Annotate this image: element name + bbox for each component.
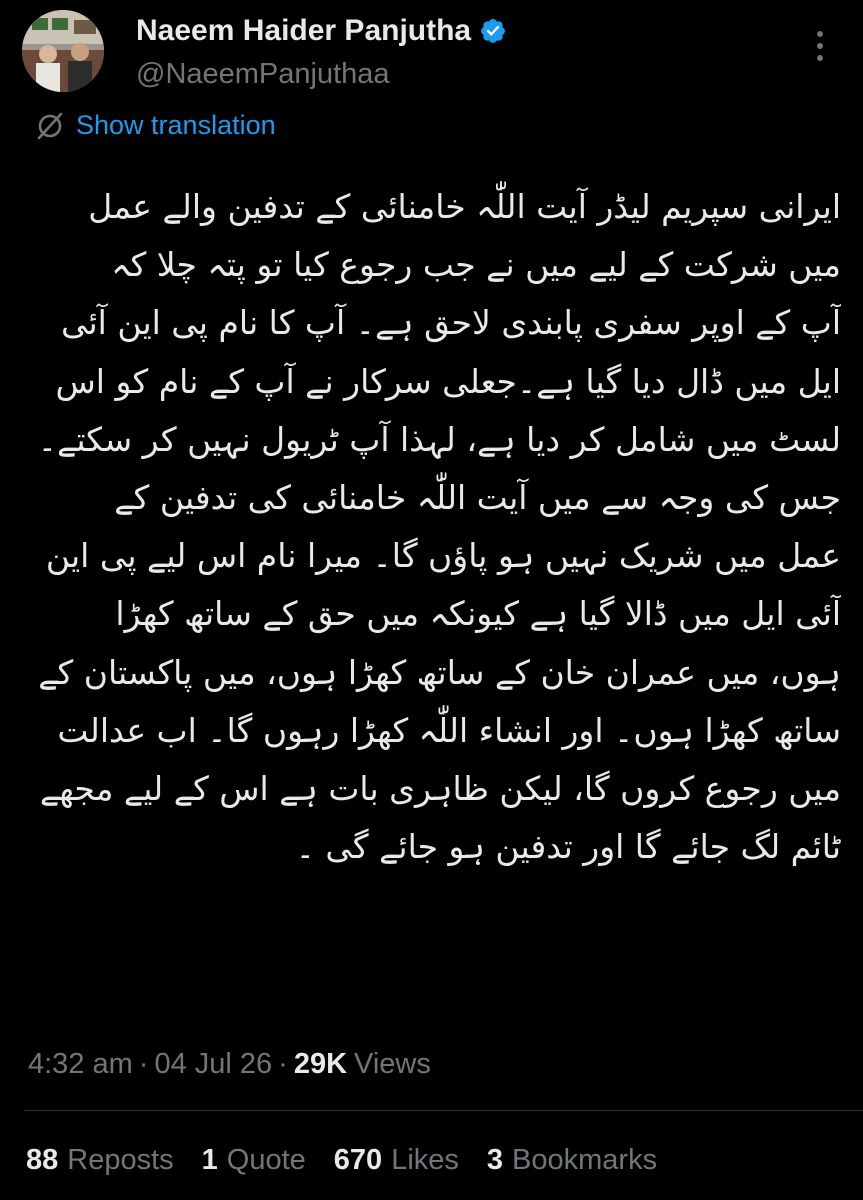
tweet-text [24, 178, 841, 876]
author-name[interactable]: Naeem Haider Panjutha [136, 14, 472, 47]
tweet-text-line: ایل میں ڈال دیا گیا ہے۔جعلی سرکار نے آپ کے نام کو اس [55, 361, 841, 401]
tweet-text-line: ہوں، میں عمران خان کے ساتھ کھڑا ہوں، میں پاکستان کے [38, 652, 841, 692]
tweet-text-line: میں رجوع کروں گا، لیکن ظاہری بات ہے اس کے لیے مجھے [39, 768, 841, 808]
bookmarks-count: 3 [486, 1143, 504, 1176]
avatar-image [22, 10, 104, 92]
likes-stat[interactable] [334, 1144, 459, 1177]
bookmarks-stat[interactable] [487, 1144, 657, 1177]
avatar[interactable] [22, 10, 104, 92]
views-label[interactable]: Views [354, 1047, 431, 1080]
verified-badge-icon[interactable] [479, 17, 507, 45]
quotes-label: Quote [226, 1143, 306, 1176]
reposts-count: 88 [26, 1143, 59, 1176]
translate-icon [34, 111, 66, 141]
engagement-stats [26, 1140, 685, 1180]
likes-count: 670 [333, 1143, 383, 1176]
show-translation-link[interactable] [34, 110, 276, 141]
divider [24, 1110, 863, 1111]
views-count[interactable]: 29K [293, 1047, 348, 1080]
tweet-text-line: جس کی وجہ سے میں آیت اللّٰہ خامنائی کی تدفین کے [114, 477, 841, 517]
tweet-text-line: ٹائم لگ جائے گا اور تدفین ہو جائے گی ۔ [295, 827, 841, 867]
bookmarks-label: Bookmarks [512, 1143, 658, 1176]
more-horizontal-icon [814, 29, 826, 63]
tweet-text-line: آپ کے اوپر سفری پابندی لاحق ہے۔ آپ کا نام پی این آئی [60, 303, 841, 343]
tweet-time[interactable]: 4:32 am [28, 1047, 133, 1080]
author-name-row [136, 14, 507, 48]
meta-separator: · [138, 1047, 149, 1080]
tweet-text-line: ساتھ کھڑا ہوں۔ اور انشاء اللّٰہ کھڑا رہوں گا۔ اب عدالت [57, 710, 841, 750]
meta-separator: · [278, 1047, 288, 1080]
tweet-date[interactable]: 04 Jul 26 [154, 1047, 273, 1080]
tweet-meta [28, 1044, 431, 1084]
show-translation-label: Show translation [76, 110, 276, 140]
reposts-label: Reposts [67, 1143, 174, 1176]
tweet-text-line: میں شرکت کے لیے میں نے جب رجوع کیا تو پتہ چلا کہ [111, 245, 841, 285]
tweet-header [22, 10, 842, 100]
tweet-text-line: ایرانی سپریم لیڈر آیت اللّٰہ خامنائی کے تدفین والے عمل [88, 187, 841, 226]
more-options-button[interactable] [798, 24, 842, 68]
tweet-text-line: لسٹ میں شامل کر دیا ہے، لہذا آپ ٹریول نہیں کر سکتے۔ [37, 419, 841, 459]
likes-label: Likes [391, 1143, 459, 1176]
reposts-stat[interactable] [26, 1144, 174, 1177]
quotes-count: 1 [201, 1143, 218, 1176]
tweet-text-line: عمل میں شریک نہیں ہو پاؤں گا۔ میرا نام اس لیے پی این [45, 536, 841, 576]
tweet-text-line: آئی ایل میں ڈالا گیا ہے کیونکہ میں حق کے ساتھ کھڑا [115, 594, 841, 634]
quotes-stat[interactable] [202, 1144, 306, 1177]
author-handle[interactable]: @NaeemPanjuthaa [136, 58, 390, 90]
